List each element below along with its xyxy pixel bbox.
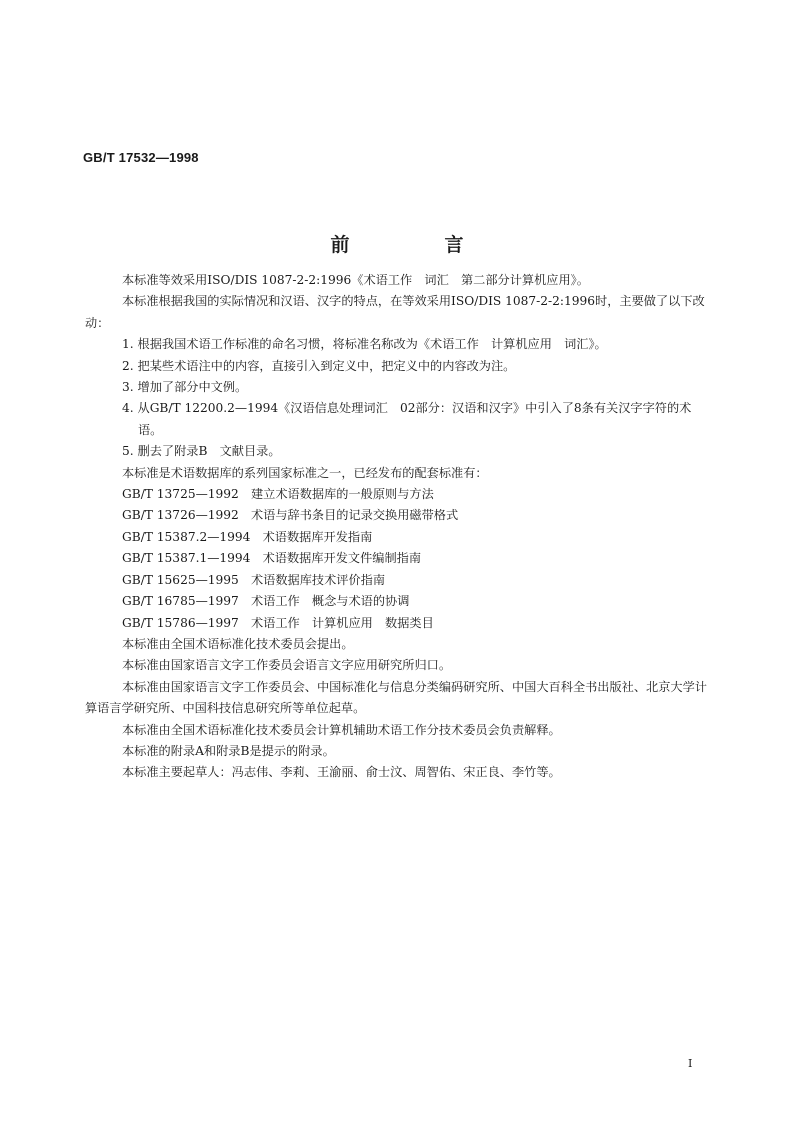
document-body xyxy=(85,270,715,784)
list-item: GB/T 15786—1997 术语工作 计算机应用 数据类目 xyxy=(122,615,434,630)
list-item: GB/T 15625—1995 术语数据库技术评价指南 xyxy=(122,572,386,587)
paragraph: 本标准等效采用ISO/DIS 1087-2-2:1996《术语工作 词汇 第二部分计算机应用》。 xyxy=(122,273,589,287)
paragraph: 本标准由国家语言文字工作委员会、中国标准化与信息分类编码研究所、中国大百科全书出版社、北京大学计算语言学研究所、中国科技信息研究所等单位起草。 xyxy=(85,679,707,716)
paragraph: 本标准的附录A和附录B是提示的附录。 xyxy=(122,743,335,758)
page-number: I xyxy=(688,1057,693,1070)
list-item: 2. 把某些术语注中的内容，直接引入到定义中，把定义中的内容改为注。 xyxy=(122,358,516,373)
list-item: GB/T 16785—1997 术语工作 概念与术语的协调 xyxy=(122,594,410,609)
related-standards-list xyxy=(85,484,715,634)
list-item: 1. 根据我国术语工作标准的命名习惯，将标准名称改为《术语工作 计算机应用 词汇》。 xyxy=(122,337,607,352)
list-item: GB/T 13726—1992 术语与辞书条目的记录交换用磁带格式 xyxy=(122,508,459,523)
list-item: GB/T 15387.2—1994 术语数据库开发指南 xyxy=(122,529,373,544)
page-title: 前 言 xyxy=(330,234,502,256)
changes-list xyxy=(85,334,715,462)
list-item: 3. 增加了部分中文例。 xyxy=(122,380,248,395)
list-item: 5. 删去了附录B 文献目录。 xyxy=(122,444,281,459)
list-item: GB/T 13725—1992 建立术语数据库的一般原则与方法 xyxy=(122,487,434,502)
paragraph: 本标准是术语数据库的系列国家标准之一，已经发布的配套标准有： xyxy=(122,465,488,480)
list-item: 4. 从GB/T 12200.2—1994《汉语信息处理词汇 02部分：汉语和汉字》中引入了8条有关汉字字符的术语。 xyxy=(122,401,692,437)
paragraph: 本标准根据我国的实际情况和汉语、汉字的特点，在等效采用ISO/DIS 1087-2-2:1996时，主要做了以下改动： xyxy=(85,294,705,330)
paragraph: 本标准由全国术语标准化技术委员会计算机辅助术语工作分技术委员会负责解释。 xyxy=(122,722,561,737)
list-item: GB/T 15387.1—1994 术语数据库开发文件编制指南 xyxy=(122,551,422,566)
standard-number: GB/T 17532—1998 xyxy=(83,150,199,165)
paragraph: 本标准主要起草人：冯志伟、李莉、王渝丽、俞士汶、周智佑、宋正良、李竹等。 xyxy=(122,765,561,780)
paragraph: 本标准由全国术语标准化技术委员会提出。 xyxy=(122,636,354,651)
paragraph: 本标准由国家语言文字工作委员会语言文字应用研究所归口。 xyxy=(122,658,452,673)
